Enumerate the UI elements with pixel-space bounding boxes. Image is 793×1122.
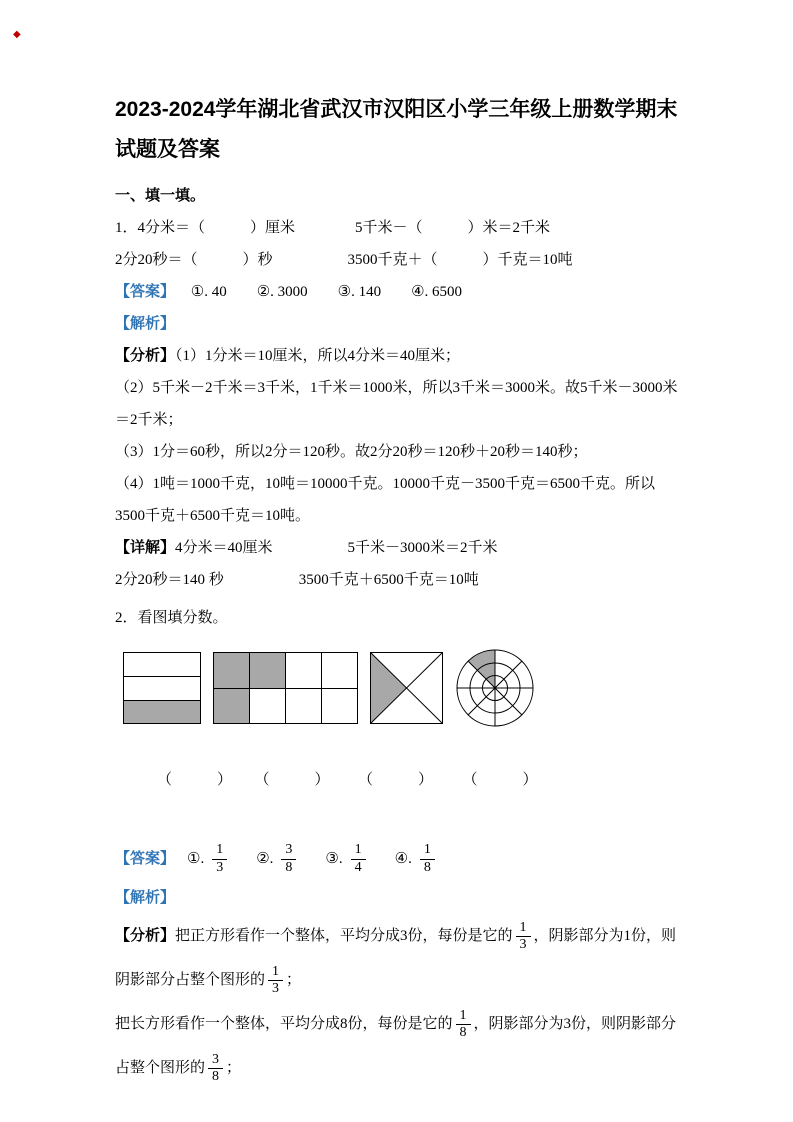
fraction bbox=[456, 1008, 471, 1041]
fraction-numerator: 1 bbox=[516, 920, 531, 937]
q2-analysis-paragraph-1 bbox=[115, 914, 682, 1002]
q1-line1: 1．4分米＝（ ）厘米 5千米－（ ）米＝2千米 bbox=[115, 220, 551, 236]
answer-label: 【答案】 bbox=[115, 851, 176, 867]
fraction-denominator: 8 bbox=[285, 859, 293, 875]
xiangjie-label: 【详解】 bbox=[115, 540, 176, 556]
answer-item-label: ②. bbox=[256, 851, 274, 867]
corner-mark-icon: ◆ bbox=[13, 29, 21, 40]
fraction-numerator: 1 bbox=[351, 842, 366, 859]
q2-analysis-seg3: ； bbox=[286, 972, 302, 988]
q1-line2: 2分20秒＝（ ）秒 3500千克＋（ ）千克＝10吨 bbox=[115, 252, 573, 268]
jiexi-label: 【解析】 bbox=[115, 890, 176, 906]
q1-analysis-line-2: （2）5千米－2千米＝3千米，1千米＝1000米，所以3千米＝3000米。故5千米－3000米＝2千米； bbox=[115, 380, 678, 428]
fraction bbox=[208, 1052, 223, 1085]
question-1-block bbox=[115, 212, 682, 596]
figure-square-diagonals bbox=[370, 652, 443, 724]
document-title: 2023-2024学年湖北省武汉市汉阳区小学三年级上册数学期末试题及答案 bbox=[115, 98, 678, 161]
q2-analysis-seg4: 把长方形看作一个整体，平均分成8份，每份是它的 bbox=[115, 1016, 453, 1032]
fraction-numerator: 3 bbox=[281, 842, 296, 859]
fraction-denominator: 8 bbox=[212, 1069, 220, 1085]
question-2-block bbox=[115, 602, 682, 1090]
fraction-denominator: 3 bbox=[216, 859, 224, 875]
fraction bbox=[420, 842, 435, 875]
answer-item-label: ①. bbox=[187, 851, 205, 867]
answer-label: 【答案】 bbox=[115, 284, 176, 300]
fraction-denominator: 8 bbox=[423, 859, 431, 875]
q2-blank-2: （ ） bbox=[262, 772, 330, 788]
q2-jiexi-line bbox=[115, 882, 682, 914]
answer-item-label: ③. bbox=[325, 851, 343, 867]
figure-circle-eight-sectors bbox=[455, 648, 535, 728]
fraction-denominator: 8 bbox=[459, 1025, 467, 1041]
fraction-numerator: 1 bbox=[268, 964, 283, 981]
fraction-denominator: 3 bbox=[272, 981, 280, 997]
q2-analysis-seg6: ； bbox=[226, 1060, 242, 1076]
q2-answer-item-4 bbox=[395, 836, 438, 882]
q2-analysis-paragraph-2 bbox=[115, 1002, 682, 1090]
fraction-denominator: 4 bbox=[354, 859, 362, 875]
document-content bbox=[115, 90, 682, 1090]
q1-analysis-line-4: （4）1吨＝1000千克，10吨＝10000千克。10000千克－3500千克＝6500千克。所以3500千克＋6500千克＝10吨。 bbox=[115, 476, 656, 524]
q2-answer-item-2 bbox=[256, 836, 299, 882]
q2-blank-1: （ ） bbox=[157, 772, 233, 788]
fraction-numerator: 1 bbox=[212, 842, 227, 859]
q1-analysis-line-1 bbox=[115, 340, 682, 372]
figure-square-three-strips bbox=[123, 652, 201, 724]
q1-analysis-line-3: （3）1分＝60秒，所以2分＝120秒。故2分20秒＝120秒＋20秒＝140秒； bbox=[115, 444, 588, 460]
q2-analysis-seg1: 把正方形看作一个整体，平均分成3份，每份是它的 bbox=[175, 928, 513, 944]
fenxi-label: 【分析】 bbox=[115, 928, 176, 944]
q1-detail-text-1: 4分米＝40厘米 5千米－3000米＝2千米 bbox=[175, 540, 498, 556]
fenxi-label: 【分析】 bbox=[115, 348, 176, 364]
q1-answer-line bbox=[115, 276, 682, 308]
fraction-numerator: 1 bbox=[456, 1008, 471, 1025]
fraction-denominator: 3 bbox=[519, 937, 527, 953]
q1-detail-line-2: 2分20秒＝140 秒 3500千克＋6500千克＝10吨 bbox=[115, 572, 479, 588]
fraction bbox=[268, 964, 283, 997]
q2-blank-4: （ ） bbox=[470, 772, 538, 788]
q2-prompt: 2．看图填分数。 bbox=[115, 610, 228, 626]
q2-figures-row bbox=[123, 648, 682, 728]
fraction bbox=[351, 842, 366, 875]
fraction-numerator: 3 bbox=[208, 1052, 223, 1069]
answer-item-label: ④. bbox=[394, 851, 412, 867]
q2-answer-item-1 bbox=[187, 836, 230, 882]
q1-answer-values: ①. 40 ②. 3000 ③. 140 ④. 6500 bbox=[190, 284, 463, 300]
fraction-numerator: 1 bbox=[420, 842, 435, 859]
fraction bbox=[281, 842, 296, 875]
q2-analysis-seg5: ，阴影部分为3份，则阴影部分占整个图形的 bbox=[115, 1016, 677, 1076]
q1-detail-line-1 bbox=[115, 532, 682, 564]
q1-analysis-text-1: （1）1分米＝10厘米，所以4分米＝40厘米； bbox=[175, 348, 461, 364]
q2-blanks-row bbox=[115, 732, 682, 828]
q2-answer-item-3 bbox=[325, 836, 368, 882]
fraction bbox=[212, 842, 227, 875]
section1-heading: 一、填一填。 bbox=[115, 188, 206, 204]
fraction bbox=[516, 920, 531, 953]
q2-analysis-seg2: ，阴影部分为1份，则阴影部分占整个图形的 bbox=[115, 928, 677, 988]
jiexi-label: 【解析】 bbox=[115, 316, 176, 332]
q2-blank-3: （ ） bbox=[365, 772, 434, 788]
figure-rectangle-eight-grid bbox=[213, 652, 358, 724]
q1-jiexi-line bbox=[115, 308, 682, 340]
q2-answer-line bbox=[115, 836, 682, 882]
